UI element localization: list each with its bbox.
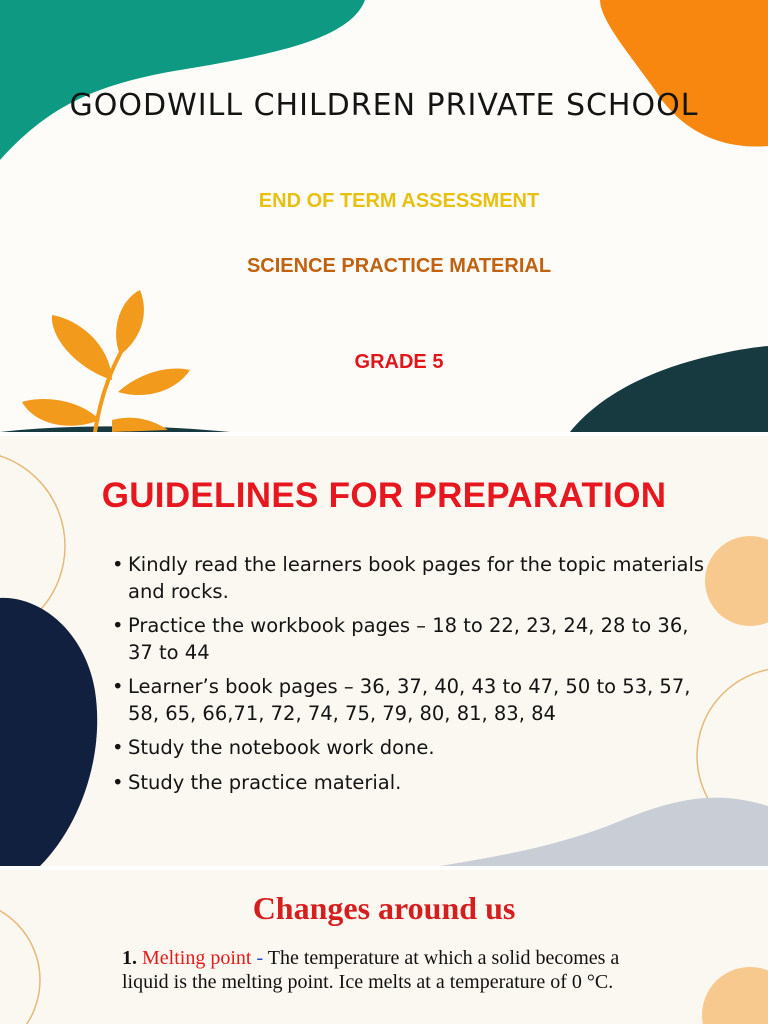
list-item: [112, 674, 712, 727]
item-number: 1.: [122, 947, 137, 969]
assessment-subtitle: END OF TERM ASSESSMENT: [258, 190, 540, 212]
list-item-text: Study the practice material.: [128, 770, 402, 794]
gray-wave-shape: [440, 798, 768, 866]
list-item-text: Learner’s book pages – 36, 37, 40, 43 to 47, 50 to 53, 57, 58, 65, 66,71, 72, 74, 75, 79, 80, 81, 83, 84: [128, 675, 691, 725]
material-subtitle: SCIENCE PRACTICE MATERIAL: [246, 255, 552, 277]
peach-circle-right: [702, 967, 768, 1024]
orange-blob-shape: [600, 0, 768, 147]
definition-text: The temperature at which a solid becomes a liquid is the melting point. Ice melts at a temperature of 0 °C.: [122, 947, 620, 993]
cover-slide: [0, 0, 768, 432]
list-item-text: Kindly read the learners book pages for the topic materials and rocks.: [128, 553, 705, 603]
teal-blob-shape: [0, 0, 365, 160]
term-dash: -: [256, 947, 264, 969]
peach-circle-right: [705, 536, 768, 626]
changes-slide: [0, 870, 768, 1024]
grade-label: GRADE 5: [354, 351, 444, 373]
bullet-icon: •: [112, 614, 124, 637]
bullet-icon: •: [112, 770, 124, 794]
bullet-icon: •: [112, 553, 124, 576]
list-item-text: Study the notebook work done.: [128, 736, 435, 759]
bullet-icon: •: [112, 736, 124, 759]
list-item-text: Practice the workbook pages – 18 to 22, 23, 24, 28 to 36, 37 to 44: [128, 614, 689, 664]
definition-paragraph: [122, 946, 662, 994]
guidelines-slide: [0, 436, 768, 866]
school-name-heading: GOODWILL CHILDREN PRIVATE SCHOOL: [69, 88, 699, 123]
guidelines-list: [112, 552, 712, 804]
bullet-icon: •: [112, 675, 124, 698]
list-item: [112, 735, 712, 762]
term-label: Melting point: [142, 947, 252, 969]
list-item: [112, 613, 712, 666]
list-item: [112, 552, 712, 605]
changes-heading: Changes around us: [252, 890, 516, 926]
navy-blob-shape: [0, 598, 97, 866]
guidelines-heading: GUIDELINES FOR PREPARATION: [101, 476, 667, 515]
list-item: [112, 770, 712, 797]
